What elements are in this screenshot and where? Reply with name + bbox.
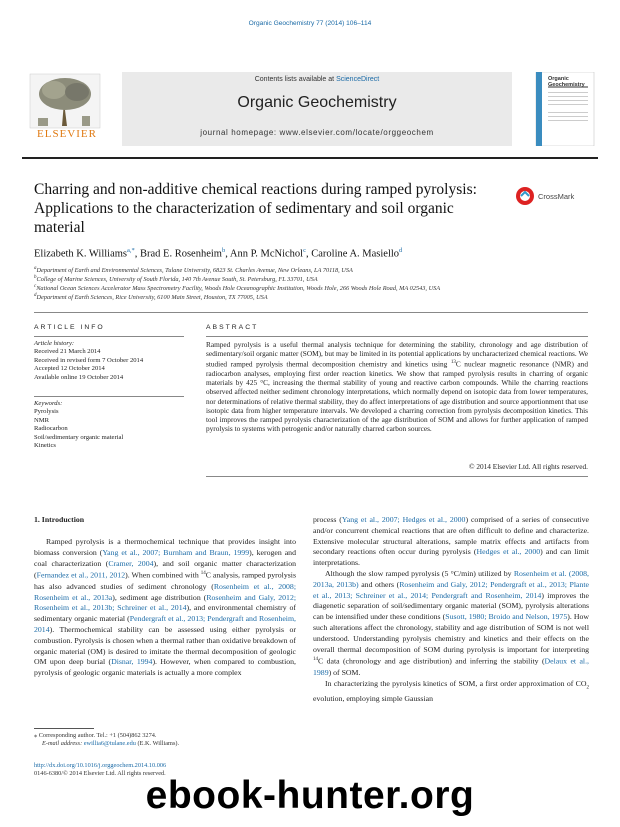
text-run: ). Thermochemical stability can be assessed using either pyrolysis or combustion. Pyrolysis is chosen when a thermal rather than oxidative breakdown of organic material (OM) is desired to imitate the thermal decomposition of geologic OM upon deep burial ( bbox=[34, 624, 296, 667]
paragraph bbox=[313, 569, 589, 679]
affiliation-text: College of Marine Sciences, University of South Florida, 140 7th Avenue South, St. Petersburg, FL 33701, USA bbox=[36, 276, 318, 284]
keywords-label: Keywords: bbox=[34, 400, 63, 407]
text-run: ) of SOM. bbox=[328, 667, 361, 677]
keyword: Pyrolysis bbox=[34, 408, 59, 416]
history-item: Accepted 12 October 2014 bbox=[34, 365, 105, 373]
author-name: Caroline A. Masiello bbox=[311, 248, 400, 260]
affiliation-text: Department of Earth Sciences, Rice University, 6100 Main Street, Houston, TX 77005, USA bbox=[36, 294, 268, 302]
abstract-part: Ramped pyrolysis is a useful thermal analysis technique for determining the stability, chronology and age distribution of sedimentary/soil organic matter (SOM), but may be limited in its potential applications by uncharacterized chemical reactions. We studied ramped pyrolysis thermal decomposition chemistry and kinetics using bbox=[206, 340, 588, 369]
keyword: Kinetics bbox=[34, 442, 56, 450]
article-title: Charring and non-additive chemical reactions during ramped pyrolysis: Applications to the characterization of sedimentary and soil organic material bbox=[34, 181, 477, 236]
citation-link[interactable]: Rosenheim et al. (2008, 2013a, 2013b) bbox=[313, 568, 590, 589]
sciencedirect-link[interactable]: ScienceDirect bbox=[336, 76, 380, 83]
affiliation bbox=[34, 293, 594, 301]
text-run: ), and environmental chemistry of sedimentary organic material ( bbox=[34, 603, 296, 624]
text-run: In characterizing the pyrolysis kinetics of SOM, a first order approximation of CO bbox=[325, 678, 587, 688]
citation-link[interactable]: Yang et al., 2007; Burnham and Braun, 1999 bbox=[102, 547, 250, 557]
citation-link[interactable]: Rosenheim and Galy, 2012; Pendergraft et al., 2013; Plante et al., 2013; Schreiner et al., 2014; Pendergraft and Rosenheim, 2014 bbox=[313, 579, 589, 600]
subscript: 2 bbox=[586, 685, 589, 691]
citation-link[interactable]: Rosenheim and Galy, 2012; Rosenheim et al., 2013b; Schreiner et al., 2014 bbox=[34, 592, 297, 613]
author-name: Brad E. Rosenheim bbox=[140, 248, 222, 260]
homepage-prefix: journal homepage: bbox=[200, 128, 280, 137]
affiliation-sup: c bbox=[34, 284, 37, 289]
email-suffix: (E.K. Williams). bbox=[135, 740, 180, 748]
affiliation bbox=[34, 284, 594, 292]
article-history bbox=[34, 340, 184, 382]
doi-link[interactable]: http://dx.doi.org/10.1016/j.orggeochem.2014.10.006 bbox=[34, 762, 167, 769]
author-separator: , bbox=[225, 248, 230, 260]
cover-title: Organic Geochemistry bbox=[548, 76, 585, 88]
affiliation bbox=[34, 275, 594, 283]
text-run: ), and soil organic matter characterization ( bbox=[34, 558, 297, 580]
author-name: Ann P. McNichol bbox=[229, 248, 304, 260]
keyword: NMR bbox=[34, 416, 50, 424]
keywords-rule bbox=[34, 396, 184, 397]
affiliation bbox=[34, 266, 594, 274]
history-item: Available online 19 October 2014 bbox=[34, 373, 124, 381]
footnote-rule bbox=[34, 728, 94, 729]
affiliation-text: National Ocean Sciences Accelerator Mass Spectrometry Facility, Woods Hole Oceanographic Institution, Woods Hole, 266 Woods Hole Road, MA 02543, USA bbox=[36, 285, 441, 293]
text-run: C analysis, ramped pyrolysis has also advanced studies of sediment chronology ( bbox=[34, 570, 296, 591]
journal-title: Organic Geochemistry bbox=[237, 94, 397, 111]
author-affiliation-sup[interactable]: a,* bbox=[127, 247, 135, 254]
contents-prefix: Contents lists available at bbox=[254, 76, 337, 83]
journal-banner bbox=[122, 72, 512, 146]
watermark: ebook-hunter.org bbox=[145, 774, 475, 817]
homepage-link[interactable]: www.elsevier.com/locate/orggeochem bbox=[279, 128, 434, 137]
email-label: E-mail address: bbox=[42, 740, 84, 748]
section-heading: 1. Introduction bbox=[34, 515, 85, 524]
citation-link[interactable]: Delaux et al., 1989 bbox=[313, 656, 589, 677]
affiliation-text: Department of Earth and Environmental Sciences, Tulane University, 6823 St. Charles Avenue, New Orleans, LA 70118, USA bbox=[36, 267, 353, 275]
abstract-label: ABSTRACT bbox=[206, 324, 259, 331]
article-info-rule bbox=[34, 336, 184, 337]
text-run: Although the slow ramped pyrolysis (5 °C/min) utilized by bbox=[325, 568, 514, 578]
citation-link[interactable]: Disnar, 1994 bbox=[111, 657, 153, 667]
text-run: ), sediment age distribution ( bbox=[112, 592, 207, 602]
text-run: Ramped pyrolysis is a thermochemical technique that provides insight into biomass conversion ( bbox=[34, 537, 296, 557]
superscript: 14 bbox=[200, 571, 206, 577]
text-run: ) improves the diagenetic separation of soil/sedimentary organic material (SOM), pyrolysis alterations can be intensified under these conditions ( bbox=[313, 590, 589, 622]
body-column-left bbox=[34, 537, 296, 679]
abstract-text bbox=[206, 340, 588, 433]
journal-reference[interactable]: Organic Geochemistry 77 (2014) 106–114 bbox=[248, 20, 372, 27]
history-item: Received 21 March 2014 bbox=[34, 348, 101, 356]
citation-link[interactable]: Fernandez et al., 2011, 2012 bbox=[36, 570, 126, 580]
tree-icon bbox=[22, 72, 108, 130]
author-list bbox=[34, 247, 594, 260]
text-run: ) comprised of a series of consecutive and/or concurrent chemical reactions that are often difficult to define and characterize. Extensive molecular structural alterations, sample matrix effects and artifacts from secondary reactions often occur during pyrolysis ( bbox=[313, 515, 590, 557]
paragraph bbox=[313, 679, 589, 705]
citation-link[interactable]: Susott, 1980; Broido and Nelson, 1975 bbox=[445, 612, 568, 622]
author-affiliation-sup[interactable]: d bbox=[399, 247, 403, 254]
text-run: C data (chronology and age distribution) and inferring the stability ( bbox=[318, 656, 545, 666]
journal-cover bbox=[516, 72, 596, 146]
author-affiliation-sup[interactable]: b bbox=[221, 247, 226, 254]
journal-header bbox=[22, 72, 598, 154]
header-rule bbox=[22, 157, 598, 159]
corresponding-author: ⁎ Corresponding author. Tel.: +1 (504)862 3274. bbox=[34, 732, 157, 739]
article-info-label: ARTICLE INFO bbox=[34, 324, 105, 331]
superscript: 14 bbox=[313, 657, 318, 663]
abstract-rule bbox=[206, 336, 588, 337]
text-run: ), kerogen and coal characterization ( bbox=[34, 547, 296, 568]
citation-link[interactable]: Rosenheim et al., 2008; Rosenheim et al., 2013a bbox=[34, 581, 296, 602]
text-run: ). How such alterations affect the chronology, stability and age distribution of SOM is not well understood. Understanding pyrolysis chemistry and kinetics and their effects on the overall thermal decomposition of SOM during pyrolysis is important for interpreting bbox=[313, 612, 589, 654]
email-link[interactable]: ewillia6@tulane.edu bbox=[83, 740, 136, 748]
abstract-copyright: © 2014 Elsevier Ltd. All rights reserved. bbox=[468, 462, 588, 471]
text-run: evolution, employing simple Gaussian bbox=[313, 693, 433, 703]
history-item: Received in revised form 7 October 2014 bbox=[34, 356, 144, 364]
citation-link[interactable]: Cramer, 2004 bbox=[108, 558, 154, 568]
history-label: Article history: bbox=[34, 340, 75, 347]
author-name: Elizabeth K. Williams bbox=[34, 248, 127, 260]
journal-homepage bbox=[122, 128, 512, 137]
contents-line bbox=[122, 76, 512, 83]
citation-link[interactable]: Pendergraft et al., 2013; Pendergraft and Rosenheim, 2014 bbox=[34, 614, 296, 634]
body-column-right bbox=[313, 515, 589, 705]
text-run: and others ( bbox=[358, 579, 400, 589]
keyword: Radiocarbon bbox=[34, 425, 68, 433]
affiliation-sup: d bbox=[34, 293, 37, 298]
abstract-end-rule bbox=[206, 476, 588, 477]
text-run: ). When combined with bbox=[125, 570, 201, 580]
affiliation-sup: b bbox=[34, 275, 37, 280]
citation-link[interactable]: Yang et al., 2007; Hedges et al., 2000 bbox=[341, 515, 466, 524]
section-rule bbox=[34, 312, 588, 313]
citation-link[interactable]: Hedges et al., 2000 bbox=[476, 547, 541, 557]
issn-line: 0146-6380/© 2014 Elsevier Ltd. All rights reserved. bbox=[34, 770, 166, 778]
author-affiliation-sup[interactable]: c bbox=[303, 247, 306, 254]
text-run: ) and can limit interpretations. bbox=[313, 547, 589, 568]
elsevier-logo bbox=[22, 72, 108, 144]
text-run: process ( bbox=[313, 515, 342, 524]
author-separator: , bbox=[134, 248, 141, 260]
keyword: Soil/sedimentary organic material bbox=[34, 433, 124, 441]
crossmark-badge[interactable] bbox=[515, 186, 587, 208]
keywords bbox=[34, 400, 184, 450]
paragraph bbox=[34, 537, 296, 679]
text-run: ). However, when compared to combustion, pyrolysis of geologic organic materials is actually a more complex bbox=[34, 657, 296, 678]
publisher-name: ELSEVIER bbox=[37, 128, 97, 140]
footnote bbox=[34, 732, 296, 749]
author-separator: , bbox=[306, 248, 312, 260]
paragraph bbox=[313, 515, 589, 569]
abstract-sup: 13 bbox=[450, 360, 456, 366]
crossmark-icon bbox=[515, 186, 535, 206]
crossmark-label: CrossMark bbox=[538, 192, 575, 201]
affiliation-sup: a bbox=[34, 266, 37, 271]
abstract-part: C nuclear magnetic resonance (NMR) and radiocarbon analyses, employing first order reaction kinetics. We show that ramped pyrolysis results in charring of organic materials by 425 °C, increasing the thermal stability of young and reactive carbon compounds. While the charring reactions observed affected neither sediment chronology interpretations, which normally depend on isotopic data from lower temperatures, nor determinations of relative thermal stability, they do affect interpretations of age distribution and source apportionment that use isotopic data from higher temperature intervals. We developed a charring correction from pyrolysis decomposition kinetics. This tool improves the ramped pyrolysis characterization of the age distribution of SOM and allows for further application of ramped pyrolysis to systems with petrogenic and/or naturally charred carbon sources. bbox=[206, 359, 588, 434]
